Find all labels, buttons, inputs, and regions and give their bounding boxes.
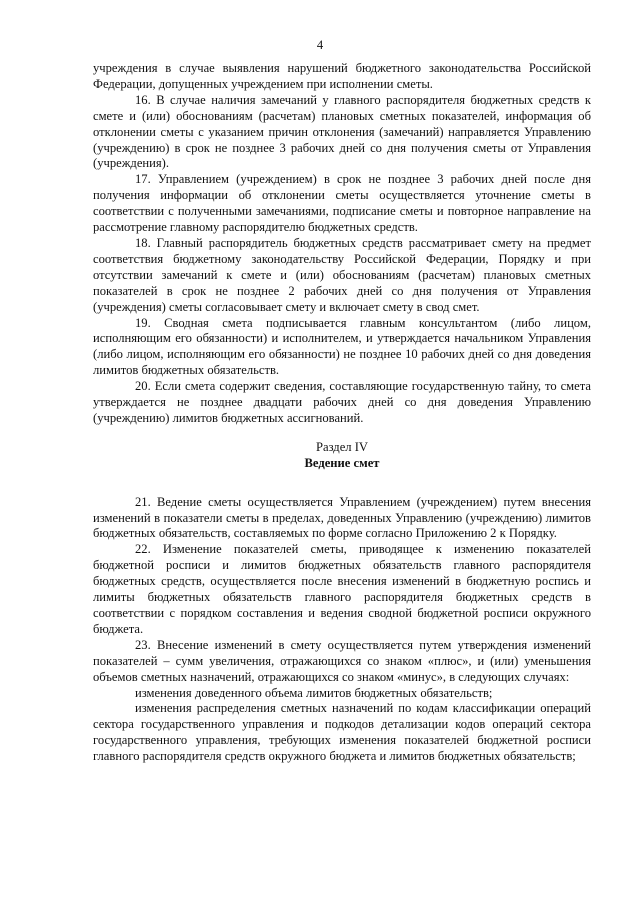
paragraph-17: 17. Управлением (учреждением) в срок не позднее 3 рабочих дней после дня получения информации об отклонении сметы осуществляется уточнение сметы в соответствии с полученными замечаниями, подписание сметы и повторное направление на рассмотрение главному распорядителю бюджетных средств. <box>93 172 591 235</box>
paragraphs-after-section <box>93 495 591 765</box>
list-item-distribution-change: изменения распределения сметных назначений по кодам классификации операций сектора государственного управления и подкодов детализации кодов операций сектора государственного управления, требующих изменения показателей бюджетной росписи главного распорядителя средств окружного бюджета и лимитов бюджетных обязательств; <box>93 701 591 764</box>
paragraph-20: 20. Если смета содержит сведения, составляющие государственную тайну, то смета утверждается не позднее двадцати рабочих дней со дня доведения Управлению (учреждению) лимитов бюджетных ассигнований. <box>93 379 591 425</box>
paragraph-16: 16. В случае наличия замечаний у главного распорядителя бюджетных средств к смете и (или) обоснованиям (расчетам) плановых сметных показателей, информация об отклонении сметы с указанием причин отклонения (замечаний) направляется Управлению (учреждению) в срок не позднее 3 рабочих дней со дня получения сметы от Управления (учреждения). <box>93 92 591 171</box>
paragraph-22: 22. Изменение показателей сметы, приводящее к изменению показателей бюджетной росписи и лимитов бюджетных обязательств главного распорядителя бюджетных средств, осуществляется после внесения изменений в бюджетную роспись и лимиты бюджетных обязательств главного распорядителя бюджетных средств в соответствии с порядком составления и ведения сводной бюджетной росписи окружного бюджета. <box>93 542 591 636</box>
section-label: Раздел IV <box>315 439 369 454</box>
list-item-limits-change: изменения доведенного объема лимитов бюджетных обязательств; <box>135 685 493 700</box>
paragraph-19: 19. Сводная смета подписывается главным консультантом (либо лицом, исполняющим его обязанности) и исполнителем, и утверждается начальником Управления (либо лицом, исполняющим его обязанности) не позднее 10 рабочих дней со дня доведения лимитов бюджетных обязательств. <box>93 315 591 378</box>
paragraph-21: 21. Ведение сметы осуществляется Управлением (учреждением) путем внесения изменений в показатели сметы в пределах, доведенных Управлению (учреждению) лимитов бюджетных обязательств, составляемых по форме согласно Приложению 2 к Порядку. <box>93 494 591 541</box>
section-title: Ведение смет <box>304 455 380 470</box>
paragraphs-before-section <box>93 61 591 427</box>
paragraph-23: 23. Внесение изменений в смету осуществляется путем утверждения изменений показателей – сумм увеличения, отражающихся со знаком «плюс», и (или) уменьшения объемов сметных назначений, отражающихся со знаком «минус», в следующих случаях: <box>93 637 591 684</box>
document-body <box>93 61 591 765</box>
page-number: 4 <box>316 38 324 52</box>
paragraph-18: 18. Главный распорядитель бюджетных средств рассматривает смету на предмет соответствия бюджетному законодательству Российской Федерации, Порядку и при отсутствии замечаний к смете и (или) обоснованиям (расчетам) плановых сметных показателей в срок не позднее 2 рабочих дней со дня получения от Управления (учреждения) сметы согласовывает смету и включает смету в свод смет. <box>93 235 591 314</box>
paragraph-continuation: учреждения в случае выявления нарушений бюджетного законодательства Российской Федерации, допущенных учреждением при исполнении сметы. <box>93 61 591 91</box>
